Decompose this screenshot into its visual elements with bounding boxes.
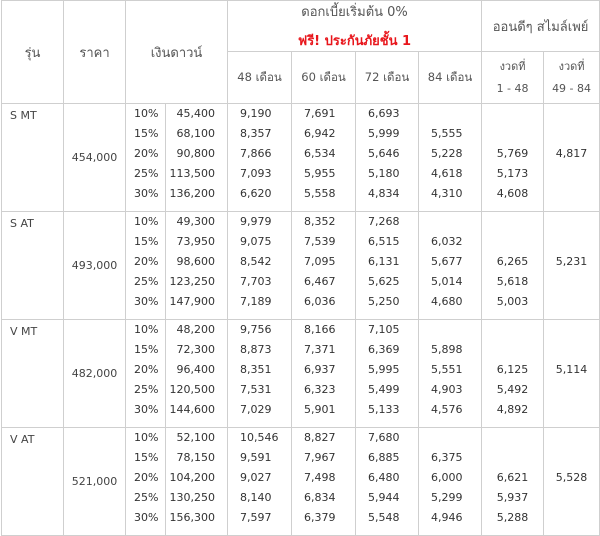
- down-amount-value: 45,400: [176, 107, 216, 120]
- smilepay-49-84-value: [544, 124, 599, 144]
- monthly-60-value: 7,095: [304, 255, 336, 268]
- smilepay-49-84-value: [544, 428, 599, 448]
- smilepay-49-84-value: [544, 488, 599, 508]
- monthly-48-value: 7,597: [240, 511, 272, 524]
- promo-free-insurance: ฟรี! ประกันภัยชั้น 1: [297, 34, 412, 49]
- monthly-48-value: 9,756: [240, 323, 272, 336]
- smilepay-49-84-column: [544, 212, 600, 320]
- monthly-84-value: 4,310: [431, 187, 463, 200]
- down-amount-value: 104,200: [169, 471, 216, 484]
- smilepay-1-48-value: 4,892: [496, 403, 529, 416]
- down-percent-value: 25%: [134, 275, 159, 288]
- down-percent-value: 15%: [134, 235, 159, 248]
- down-amount-value: 72,300: [176, 343, 216, 356]
- model-row: [2, 104, 600, 212]
- monthly-48-value: 6,620: [240, 187, 272, 200]
- smilepay-49-84-value: [544, 400, 599, 420]
- smilepay-49-84-value: [544, 448, 599, 468]
- smilepay-1-48-column: [482, 104, 544, 212]
- monthly-60-value: 8,352: [304, 215, 336, 228]
- monthly-72-value: 6,515: [368, 235, 400, 248]
- down-amount-column: [166, 212, 228, 320]
- monthly-72-value: 4,834: [368, 187, 400, 200]
- header-promotion: [228, 1, 482, 52]
- monthly-72-column: [356, 212, 419, 320]
- monthly-84-value: 5,677: [431, 255, 463, 268]
- monthly-60-value: 8,166: [304, 323, 336, 336]
- monthly-72-value: 7,105: [368, 323, 400, 336]
- monthly-72-value: 6,369: [368, 343, 400, 356]
- down-percent-value: 15%: [134, 127, 159, 140]
- monthly-60-value: 6,036: [304, 295, 336, 308]
- down-amount-value: 136,200: [169, 187, 216, 200]
- smilepay-1-48-value: [482, 232, 543, 252]
- smilepay-49-84-column: [544, 428, 600, 536]
- down-percent-value: 20%: [134, 255, 159, 268]
- smilepay-49-84-value: [544, 380, 599, 400]
- model-price: 521,000: [64, 428, 126, 536]
- monthly-48-value: 8,873: [240, 343, 272, 356]
- monthly-60-column: [292, 104, 356, 212]
- down-percent-value: 25%: [134, 167, 159, 180]
- smilepay-49-84-value: [544, 104, 599, 124]
- monthly-72-value: 5,995: [368, 363, 400, 376]
- down-amount-column: [166, 104, 228, 212]
- smilepay-1-48-value: [482, 448, 543, 468]
- monthly-48-column: [228, 212, 292, 320]
- smilepay-1-48-value: [482, 320, 543, 340]
- monthly-72-column: [356, 104, 419, 212]
- monthly-84-value: 6,032: [431, 235, 463, 248]
- monthly-48-value: 7,189: [240, 295, 272, 308]
- down-amount-value: 78,150: [176, 451, 216, 464]
- monthly-60-value: 6,942: [304, 127, 336, 140]
- monthly-84-column: [419, 104, 482, 212]
- down-amount-value: 98,600: [176, 255, 216, 268]
- header-model: รุ่น: [2, 1, 64, 104]
- smilepay-1-48-value: 5,618: [496, 275, 529, 288]
- monthly-48-value: 8,351: [240, 363, 272, 376]
- monthly-60-value: 7,371: [304, 343, 336, 356]
- monthly-72-value: 6,885: [368, 451, 400, 464]
- monthly-60-value: 7,539: [304, 235, 336, 248]
- monthly-48-value: 9,075: [240, 235, 272, 248]
- smilepay-49-84-value: [544, 212, 599, 232]
- smilepay-1-48-value: 6,265: [496, 255, 529, 268]
- monthly-84-value: 5,299: [431, 491, 463, 504]
- down-percent-column: [126, 212, 166, 320]
- monthly-48-value: 10,546: [240, 431, 279, 444]
- header-down-payment: เงินดาวน์: [126, 1, 228, 104]
- header-installment-49-84: [544, 52, 600, 104]
- header-term-72: 72 เดือน: [356, 52, 419, 104]
- smilepay-1-48-value: [482, 104, 543, 124]
- monthly-72-value: 6,693: [368, 107, 400, 120]
- down-amount-value: 123,250: [169, 275, 216, 288]
- down-amount-value: 130,250: [169, 491, 216, 504]
- monthly-60-value: 5,558: [304, 187, 336, 200]
- smilepay-1-48-value: 6,621: [496, 471, 529, 484]
- smilepay-1-48-value: [482, 340, 543, 360]
- monthly-72-value: 5,646: [368, 147, 400, 160]
- monthly-60-value: 6,467: [304, 275, 336, 288]
- monthly-48-value: 7,029: [240, 403, 272, 416]
- model-price: 493,000: [64, 212, 126, 320]
- monthly-60-value: 5,901: [304, 403, 336, 416]
- smilepay-49-84-value: [544, 184, 599, 204]
- model-price: 482,000: [64, 320, 126, 428]
- down-percent-value: 10%: [134, 323, 159, 336]
- monthly-48-value: 8,357: [240, 127, 272, 140]
- monthly-72-value: 5,250: [368, 295, 400, 308]
- header-online-smile-pay: ออนดีๆ สไมล์เพย์: [482, 1, 600, 52]
- smilepay-49-84-value: [544, 272, 599, 292]
- down-percent-value: 10%: [134, 431, 159, 444]
- model-name: S AT: [2, 212, 64, 320]
- down-percent-value: 30%: [134, 295, 159, 308]
- model-name: V AT: [2, 428, 64, 536]
- smilepay-1-48-column: [482, 212, 544, 320]
- monthly-84-value: 4,618: [431, 167, 463, 180]
- monthly-72-value: 5,625: [368, 275, 400, 288]
- monthly-60-value: 5,955: [304, 167, 336, 180]
- monthly-84-column: [419, 320, 482, 428]
- monthly-84-value: [419, 104, 481, 124]
- model-row: [2, 212, 600, 320]
- down-percent-column: [126, 320, 166, 428]
- installment-range: 49 - 84: [552, 81, 592, 95]
- down-amount-value: 96,400: [176, 363, 216, 376]
- installment-range: 1 - 48: [496, 81, 529, 95]
- monthly-84-column: [419, 428, 482, 536]
- smilepay-49-84-value: [544, 292, 599, 312]
- header-installment-1-48: [482, 52, 544, 104]
- smilepay-1-48-value: [482, 428, 543, 448]
- smilepay-1-48-column: [482, 320, 544, 428]
- monthly-60-column: [292, 320, 356, 428]
- monthly-84-value: 4,946: [431, 511, 463, 524]
- smilepay-1-48-column: [482, 428, 544, 536]
- monthly-72-column: [356, 320, 419, 428]
- smilepay-49-84-value: [544, 340, 599, 360]
- monthly-72-value: 5,180: [368, 167, 400, 180]
- monthly-72-value: 5,999: [368, 127, 400, 140]
- down-amount-value: 68,100: [176, 127, 216, 140]
- monthly-72-value: 5,499: [368, 383, 400, 396]
- monthly-72-value: 7,268: [368, 215, 400, 228]
- monthly-48-value: 8,140: [240, 491, 272, 504]
- monthly-60-value: 6,534: [304, 147, 336, 160]
- down-amount-column: [166, 320, 228, 428]
- monthly-84-value: 4,903: [431, 383, 463, 396]
- down-percent-value: 30%: [134, 511, 159, 524]
- monthly-84-value: 5,228: [431, 147, 463, 160]
- monthly-60-value: 6,379: [304, 511, 336, 524]
- promo-title: ดอกเบี้ยเริ่มต้น 0%: [301, 5, 408, 20]
- monthly-48-column: [228, 320, 292, 428]
- model-row: [2, 428, 600, 536]
- down-percent-value: 25%: [134, 491, 159, 504]
- monthly-60-value: 6,834: [304, 491, 336, 504]
- down-percent-value: 25%: [134, 383, 159, 396]
- smilepay-49-84-value: 5,528: [555, 471, 588, 484]
- down-amount-value: 113,500: [169, 167, 216, 180]
- smilepay-1-48-value: 4,608: [496, 187, 529, 200]
- model-price: 454,000: [64, 104, 126, 212]
- smilepay-1-48-value: [482, 212, 543, 232]
- smilepay-1-48-value: 5,173: [496, 167, 529, 180]
- monthly-84-value: 5,555: [431, 127, 463, 140]
- smilepay-49-84-column: [544, 104, 600, 212]
- smilepay-1-48-value: 5,003: [496, 295, 529, 308]
- monthly-48-column: [228, 428, 292, 536]
- monthly-84-value: 4,680: [431, 295, 463, 308]
- monthly-84-value: 6,375: [431, 451, 463, 464]
- model-name: V MT: [2, 320, 64, 428]
- monthly-48-value: 7,093: [240, 167, 272, 180]
- installment-label: งวดที่: [558, 59, 585, 73]
- down-percent-value: 20%: [134, 363, 159, 376]
- monthly-72-value: 5,548: [368, 511, 400, 524]
- down-amount-value: 156,300: [169, 511, 216, 524]
- monthly-84-value: 5,014: [431, 275, 463, 288]
- monthly-84-value: [419, 428, 481, 448]
- monthly-84-column: [419, 212, 482, 320]
- down-percent-column: [126, 104, 166, 212]
- monthly-48-value: 7,866: [240, 147, 272, 160]
- header-term-84: 84 เดือน: [419, 52, 482, 104]
- monthly-48-value: 8,542: [240, 255, 272, 268]
- down-percent-value: 20%: [134, 471, 159, 484]
- down-amount-value: 48,200: [176, 323, 216, 336]
- header-term-48: 48 เดือน: [228, 52, 292, 104]
- monthly-72-value: 6,480: [368, 471, 400, 484]
- header-price: ราคา: [64, 1, 126, 104]
- down-amount-value: 120,500: [169, 383, 216, 396]
- smilepay-1-48-value: 6,125: [496, 363, 529, 376]
- down-amount-value: 144,600: [169, 403, 216, 416]
- monthly-48-value: 9,591: [240, 451, 272, 464]
- down-amount-value: 52,100: [176, 431, 216, 444]
- monthly-48-value: 9,979: [240, 215, 272, 228]
- down-amount-column: [166, 428, 228, 536]
- header-term-60: 60 เดือน: [292, 52, 356, 104]
- monthly-72-value: 7,680: [368, 431, 400, 444]
- monthly-60-value: 7,498: [304, 471, 336, 484]
- down-percent-value: 30%: [134, 187, 159, 200]
- down-amount-value: 90,800: [176, 147, 216, 160]
- monthly-60-value: 7,967: [304, 451, 336, 464]
- monthly-84-value: 5,898: [431, 343, 463, 356]
- smilepay-49-84-value: 5,114: [555, 363, 588, 376]
- monthly-72-value: 5,133: [368, 403, 400, 416]
- smilepay-1-48-value: 5,288: [496, 511, 529, 524]
- installment-label: งวดที่: [499, 59, 526, 73]
- smilepay-49-84-column: [544, 320, 600, 428]
- smilepay-1-48-value: 5,937: [496, 491, 529, 504]
- smilepay-49-84-value: [544, 508, 599, 528]
- monthly-48-value: 7,703: [240, 275, 272, 288]
- smilepay-49-84-value: 4,817: [555, 147, 588, 160]
- down-percent-value: 15%: [134, 451, 159, 464]
- smilepay-49-84-value: [544, 320, 599, 340]
- down-percent-value: 20%: [134, 147, 159, 160]
- monthly-48-value: 9,027: [240, 471, 272, 484]
- down-percent-value: 10%: [134, 107, 159, 120]
- smilepay-49-84-value: [544, 164, 599, 184]
- monthly-60-value: 6,937: [304, 363, 336, 376]
- monthly-72-value: 5,944: [368, 491, 400, 504]
- monthly-60-value: 7,691: [304, 107, 336, 120]
- smilepay-1-48-value: 5,769: [496, 147, 529, 160]
- down-percent-column: [126, 428, 166, 536]
- down-percent-value: 10%: [134, 215, 159, 228]
- monthly-84-value: 6,000: [431, 471, 463, 484]
- monthly-72-column: [356, 428, 419, 536]
- monthly-60-value: 8,827: [304, 431, 336, 444]
- monthly-60-column: [292, 428, 356, 536]
- monthly-84-value: [419, 320, 481, 340]
- model-name: S MT: [2, 104, 64, 212]
- monthly-48-value: 7,531: [240, 383, 272, 396]
- down-amount-value: 147,900: [169, 295, 216, 308]
- monthly-60-column: [292, 212, 356, 320]
- monthly-84-value: 4,576: [431, 403, 463, 416]
- smilepay-49-84-value: 5,231: [555, 255, 588, 268]
- model-row: [2, 320, 600, 428]
- smilepay-49-84-value: [544, 232, 599, 252]
- monthly-60-value: 6,323: [304, 383, 336, 396]
- monthly-48-value: 9,190: [240, 107, 272, 120]
- monthly-48-column: [228, 104, 292, 212]
- down-percent-value: 30%: [134, 403, 159, 416]
- down-amount-value: 73,950: [176, 235, 216, 248]
- monthly-84-value: 5,551: [431, 363, 463, 376]
- smilepay-1-48-value: 5,492: [496, 383, 529, 396]
- monthly-84-value: [419, 212, 481, 232]
- smilepay-1-48-value: [482, 124, 543, 144]
- down-amount-value: 49,300: [176, 215, 216, 228]
- down-percent-value: 15%: [134, 343, 159, 356]
- installment-table: [1, 0, 600, 536]
- monthly-72-value: 6,131: [368, 255, 400, 268]
